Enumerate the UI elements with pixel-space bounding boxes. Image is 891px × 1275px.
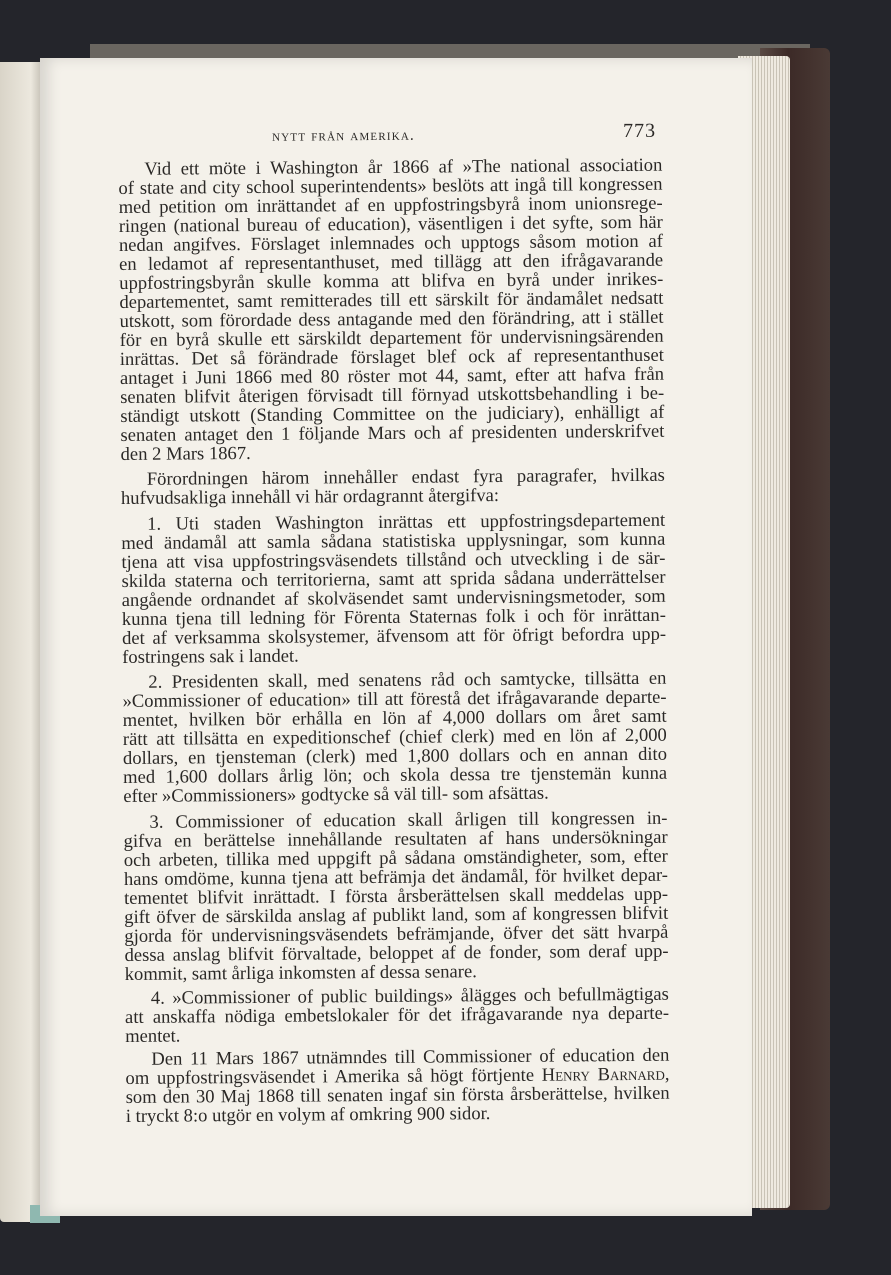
text-line bbox=[121, 441, 665, 464]
paragraph bbox=[122, 669, 667, 806]
line-text: med petition om inrättandet af en uppfostringsbyrå inom unionsrege- bbox=[118, 192, 663, 218]
line-text: om uppfostringsväsendet i Amerika så högt förtjente bbox=[125, 1064, 542, 1089]
running-title: nytt från amerika. bbox=[272, 127, 416, 145]
paragraph bbox=[118, 156, 664, 464]
line-text: gift öfver de särskilda anslag af publikt land, som af kongressen blifvit bbox=[124, 902, 669, 928]
line-text: hufvudsakliga innehåll vi här ordagrannt återgifva: bbox=[120, 485, 500, 509]
line-text: senaten blifvit återigen förvisadt till förnyad utskottsbehandling i be- bbox=[120, 382, 665, 408]
line-text: Den 11 Mars 1867 utnämndes till Commissioner of education den bbox=[151, 1044, 670, 1070]
line-text: gjorda för undervisningsväsendets befrämjande, öfver det sätt hvarpå bbox=[124, 921, 669, 947]
line-text: mentet. bbox=[125, 1025, 181, 1047]
line-text: efter »Commissioners» godtycke så väl till- som afsättas. bbox=[123, 782, 549, 807]
line-text: den 2 Mars 1867. bbox=[120, 442, 251, 465]
line-text: inrättas. Det så förändrade förslaget blef ock af representanthuset bbox=[119, 344, 664, 370]
line-text: hans omdöme, kunna tjena att befrämja det ändamål, för hvilket depar- bbox=[123, 864, 668, 890]
text-line bbox=[125, 1004, 669, 1027]
line-text: Förordningen härom innehåller endast fyra paragrafer, hvilkas bbox=[146, 464, 665, 490]
line-text: med 1,600 dollars årlig lön; och skola dessa tre tjenstemän kunna bbox=[123, 762, 668, 788]
line-text: uppfostringsbyrån skulle komma att blifva en byrå under inrikes- bbox=[119, 268, 664, 294]
line-text: departementet, samt remitterades till ett särskilt för ändamålet nedsatt bbox=[119, 287, 664, 313]
line-text: angående ordnandet af skolväsendet samt undervisningsmetoder, som bbox=[121, 585, 666, 611]
text-line bbox=[121, 485, 665, 508]
body-text bbox=[118, 156, 670, 1126]
line-text: med ändamål att samla sådana statistiska upplysningar, som kunna bbox=[121, 528, 666, 554]
text-line bbox=[120, 422, 664, 445]
text-line bbox=[123, 783, 667, 806]
line-text: mentet, hvilken bör erhålla en lön af 4,000 dollars om året samt bbox=[122, 705, 667, 731]
line-text: det af verksamma skolsystemer, äfvensom att för öfrigt befordra upp- bbox=[121, 623, 667, 649]
line-text: som den 30 Maj 1868 till senaten ingaf sin första årsberättelse, hvilken bbox=[125, 1082, 670, 1108]
text-line bbox=[126, 1103, 670, 1126]
punctuation: , bbox=[664, 1063, 670, 1085]
book-cover-top bbox=[90, 44, 810, 58]
line-text: ringen (national bureau of education), väsentligen i det syfte, som här bbox=[118, 211, 663, 237]
text-line bbox=[122, 625, 666, 648]
running-head bbox=[118, 120, 662, 150]
paragraph bbox=[125, 1046, 670, 1126]
line-text: fostringens sak i landet. bbox=[122, 645, 299, 668]
line-text: 3. Commissioner of education skall årligen till kongressen in- bbox=[149, 807, 668, 833]
line-text: dessa anslag blifvit förvaltade, beloppet af de fonder, som deraf upp- bbox=[124, 940, 669, 966]
page-number: 773 bbox=[622, 119, 657, 143]
line-text: gifva en berättelse innehållande resultaten af hans undersökningar bbox=[123, 826, 668, 852]
line-text: of state and city school superintendents» beslöts att ingå till kongressen bbox=[118, 173, 663, 199]
line-text: kunna tjena till ledning för Förenta Staternas folk i och för inrättan- bbox=[121, 604, 666, 630]
line-text: 4. »Commissioner of public buildings» ålägges och befullmägtigas bbox=[150, 983, 669, 1009]
text-line bbox=[125, 961, 669, 984]
paragraph bbox=[123, 809, 668, 984]
text-line bbox=[122, 644, 666, 667]
page-content bbox=[118, 120, 670, 1126]
paragraph bbox=[121, 466, 665, 508]
previous-page-edge bbox=[0, 62, 44, 1222]
line-text: »Commissioner of education» till att förestå det ifrågavarande departe- bbox=[122, 686, 667, 712]
line-text: att anskaffa nödiga embetslokaler för det ifrågavarande nya departe- bbox=[124, 1002, 670, 1028]
line-text: ständigt utskott (Standing Committee on the judiciary), enhälligt af bbox=[120, 401, 665, 427]
line-text: i tryckt 8:o utgör en volym af omkring 900 sidor. bbox=[125, 1103, 491, 1127]
line-text: kommit, samt årliga inkomsten af dessa senare. bbox=[124, 961, 477, 985]
line-text: nedan angifves. Förslaget inlemnades och upptogs såsom motion af bbox=[118, 230, 664, 256]
line-text: utskott, som förordade dess antagande med den förändring, att i stället bbox=[119, 306, 664, 332]
line-text: för en byrå skulle ett särskildt departement för undervisningsärenden bbox=[119, 325, 664, 351]
paragraph bbox=[125, 985, 669, 1046]
line-text: tementet blifvit inrättadt. I första årsberättelsen skall meddelas upp- bbox=[124, 883, 669, 909]
line-text: 1. Uti staden Washington inrättas ett uppfostringsdepartement bbox=[147, 509, 666, 535]
paragraph bbox=[121, 511, 666, 667]
line-text: och arbeten, tillika med uppgift på sådana omständigheter, som, efter bbox=[123, 845, 668, 871]
book-page bbox=[40, 58, 752, 1216]
line-text: 2. Presidenten skall, med senatens råd och samtycke, tillsätta en bbox=[148, 667, 667, 693]
line-text: tjena att visa uppfostringsväsendets tillstånd och utveckling i de sär- bbox=[121, 547, 666, 573]
line-text: dollars, en tjensteman (clerk) med 1,800 dollars och en annan dito bbox=[122, 743, 668, 769]
line-text: skilda staterna och territorierna, samt att sprida sådana underrättelser bbox=[121, 566, 666, 592]
line-text: Vid ett möte i Washington år 1866 af »The national association bbox=[144, 154, 663, 180]
line-text: rätt att tillsätta en expeditionschef (chief clerk) med en lön af 2,000 bbox=[122, 724, 667, 750]
person-name: Henry Barnard bbox=[541, 1063, 665, 1086]
line-text: en ledamot af representanthuset, med tillägg att den ifrågavarande bbox=[119, 249, 664, 275]
line-text: antaget i Juni 1866 med 80 röster mot 44, samt, efter att hafva från bbox=[119, 363, 665, 389]
line-text: senaten antaget den 1 följande Mars och af presidenten underskrifvet bbox=[120, 420, 665, 446]
